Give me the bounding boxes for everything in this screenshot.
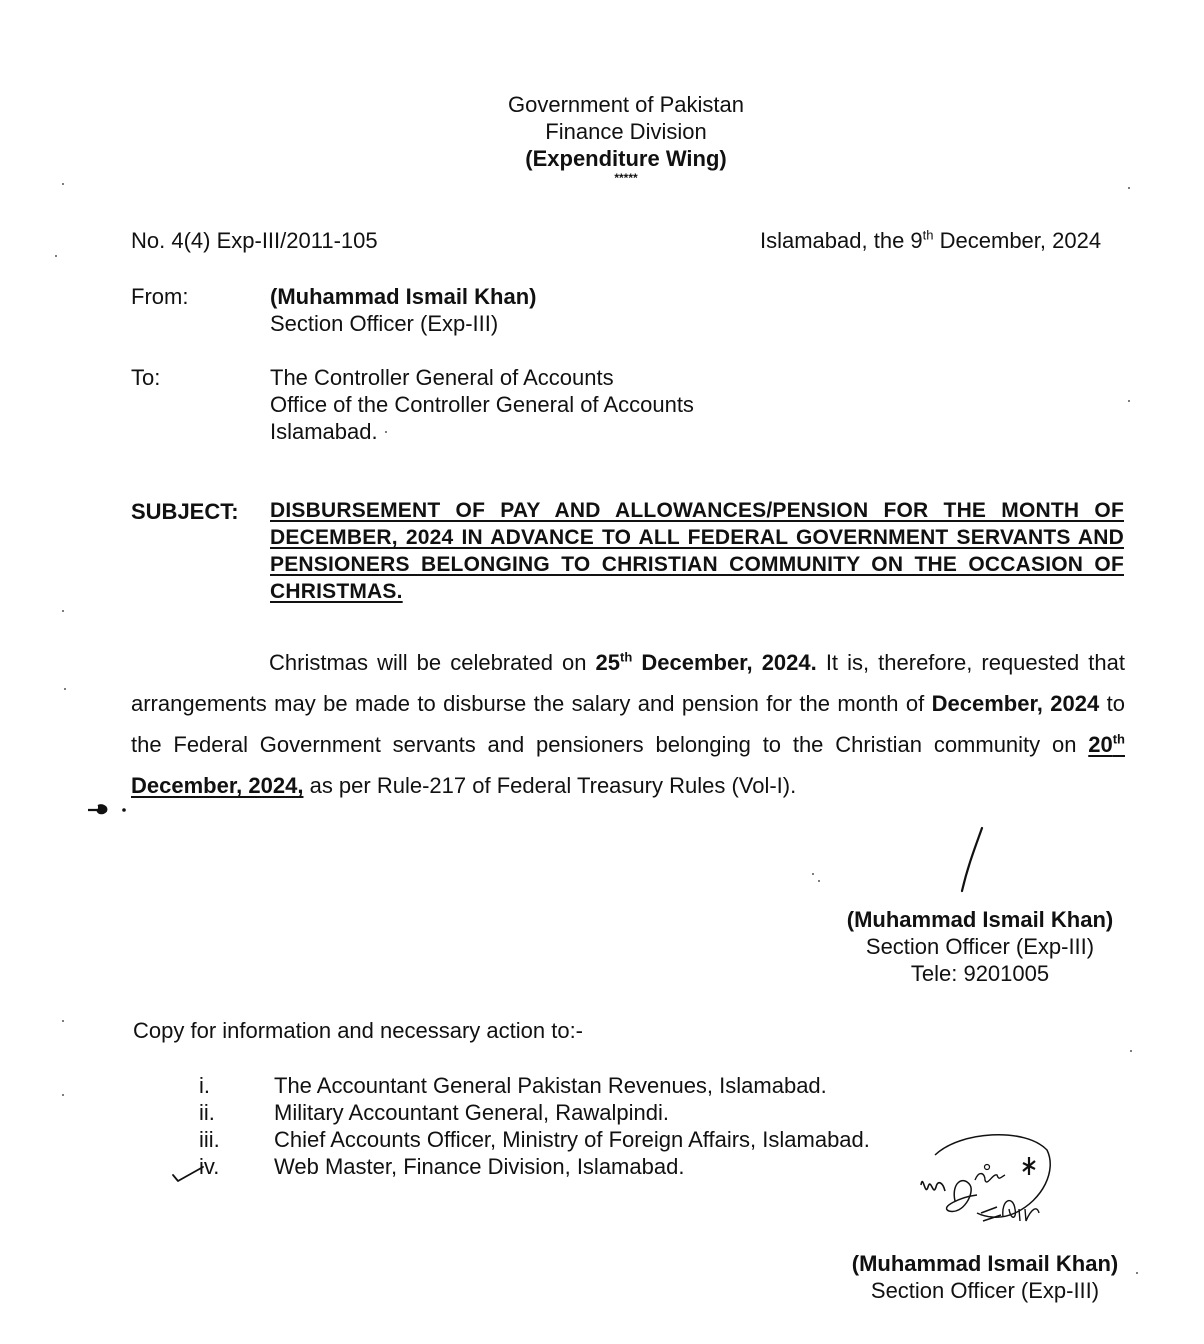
subject-label: SUBJECT: xyxy=(131,499,239,524)
to-label: To: xyxy=(131,365,161,390)
from-block xyxy=(270,283,536,337)
to-line-2: Office of the Controller General of Accounts xyxy=(270,392,694,417)
scan-speck xyxy=(55,255,57,257)
scan-speck xyxy=(62,183,64,185)
scan-speck xyxy=(385,431,387,433)
final-signatory-name: (Muhammad Ismail Khan) xyxy=(851,1251,1119,1276)
body-paragraph: Christmas will be celebrated on 25th December, 2024. It is, therefore, requested that arrangements may be made to disburse the salary and pension for the month of December, 2024 to the Federal Government servants and pensioners belonging to the Christian community on 20th December, 2024, as per Rule-217 of Federal Treasury Rules (Vol-I). xyxy=(131,649,1125,798)
scan-speck xyxy=(64,688,66,690)
from-designation: Section Officer (Exp-III) xyxy=(270,311,499,336)
letterhead xyxy=(426,91,826,184)
signature-block xyxy=(820,906,1140,987)
subject-text: DISBURSEMENT OF PAY AND ALLOWANCES/PENSION FOR THE MONTH OF DECEMBER, 2024 IN ADVANCE TO ALL FEDERAL GOVERNMENT SERVANTS AND PENSIONERS BELONGING TO CHRISTIAN COMMUNITY ON THE OCCASION OF CHRISTMAS. xyxy=(270,499,1124,603)
final-signature-block xyxy=(825,1250,1145,1304)
scan-speck xyxy=(818,880,820,882)
scan-speck xyxy=(62,1094,64,1096)
to-line-3: Islamabad. xyxy=(270,419,378,444)
signatory-name: (Muhammad Ismail Khan) xyxy=(846,907,1114,932)
letter-date: Islamabad, the 9th December, 2024 xyxy=(760,227,1102,253)
handwritten-initials xyxy=(915,1125,1055,1230)
scan-speck xyxy=(812,873,814,875)
scan-speck xyxy=(1128,187,1130,189)
final-signatory-designation: Section Officer (Exp-III) xyxy=(870,1278,1100,1303)
letterhead-stars: ***** xyxy=(614,171,638,185)
disbursement-date: 20th December, 2024, xyxy=(131,731,1125,798)
scan-speck xyxy=(62,1020,64,1022)
signature-stroke xyxy=(950,825,990,895)
signatory-designation: Section Officer (Exp-III) xyxy=(865,934,1095,959)
signatory-tele: Tele: 9201005 xyxy=(910,961,1050,986)
letterhead-wing: (Expenditure Wing) xyxy=(525,146,727,171)
scan-speck xyxy=(1130,1050,1132,1052)
to-line-1: The Controller General of Accounts xyxy=(270,365,614,390)
tick-mark-icon xyxy=(170,1163,206,1185)
from-name: (Muhammad Ismail Khan) xyxy=(270,284,537,309)
christmas-date: 25th December, 2024. xyxy=(595,649,817,675)
scan-blot xyxy=(86,801,132,819)
reference-number: No. 4(4) Exp-III/2011-105 xyxy=(131,228,378,253)
scan-speck xyxy=(62,610,64,612)
letterhead-government: Government of Pakistan xyxy=(507,92,744,117)
salary-month: December, 2024 xyxy=(931,691,1100,716)
letterhead-division: Finance Division xyxy=(545,119,707,144)
from-label: From: xyxy=(131,284,189,309)
document-page: Government of Pakistan Finance Division (Expenditure Wing) ***** No. 4(4) Exp-III/2011-105 Islamabad, the 9th December, 2024 From: (Muhammad Ismail Khan) Section Officer (Exp-III) To: The Controller General of Accounts Office of the Controller General of Accounts Islamabad. SUBJECT: DISBURSEMENT OF PAY AND ALLOWANCES/PENSION FOR THE MONTH OF DECEMBER, 2024 IN ADVANCE TO ALL FEDERAL GOVERNMENT SERVANTS AND PENSIONERS BELONGING TO CHRISTIAN COMMUNITY ON THE OCCASION OF CHRISTMAS. Christmas will be celebrated on 25th December, 2024. It is, therefore, requested that arrangements may be made to disburse the salary and pension for the month of December, 2024 to the Federal Government servants and pensioners belonging to the Christian community on 20th December, 2024, as per Rule-217 of Federal Treasury Rules (Vol-I). (Muhammad Ismail Khan) Section Officer (Exp-III) Tele: 9201005 Copy for information and necessary action to:- i. The Accountant General Pakistan Revenues, Islamabad. ii. Military Accountant General, Rawalpindi. iii. Chief Accounts Officer, Ministry of Foreign Affairs, Islamabad. iv. Web Master, Finance Division, Islamabad. (Muhammad Ismail Khan) Section Officer (Exp-III) xyxy=(0,0,1204,1344)
copy-intro: Copy for information and necessary action to:- xyxy=(133,1018,584,1043)
scan-speck xyxy=(1128,400,1130,402)
to-block xyxy=(270,364,694,445)
scan-speck xyxy=(1136,1272,1138,1274)
